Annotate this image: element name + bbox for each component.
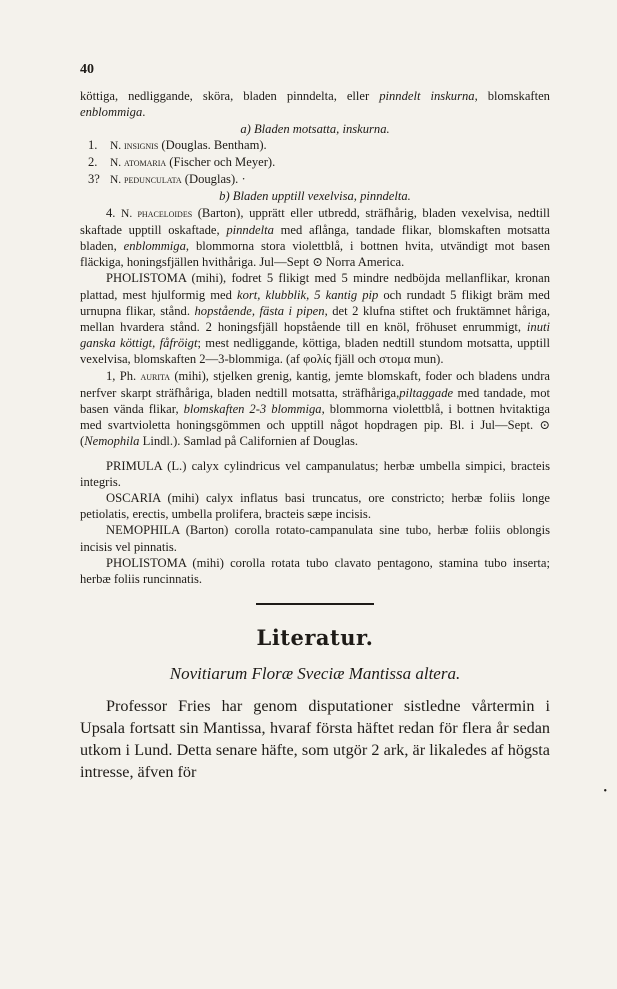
latin-diagnosis: NEMOPHILA (Barton) corolla rotato-campanulata sine tubo, herbæ foliis oblongis incisis vel pinnatis. bbox=[80, 523, 550, 554]
intro-italic: pinndelt inskurna bbox=[379, 89, 475, 104]
section-heading: Literatur. bbox=[256, 625, 374, 651]
intro-text: , blomskaften bbox=[474, 89, 550, 104]
intro-paragraph bbox=[80, 88, 550, 120]
latin-diagnosis: PRIMULA (L.) calyx cylindricus vel campanulatus; herbæ umbella simpici, bracteis integris. bbox=[80, 458, 550, 489]
species-4-paragraph: 4. N. phaceloides (Barton), upprätt eller utbredd, sträfhårig, bladen vexelvisa, nedtill skaftade upptill oskaftade, pinndelta med aflånga, tandade flikar, blomskaften motsatta bladen, enblommiga, blommorna stora violettblå, i bottnen hvita, utvändigt mot basen fläckiga, honingsfjällen hvithåriga. Jul—Sept ⊙ Norra America. bbox=[80, 205, 550, 270]
page bbox=[80, 62, 550, 783]
latin-diagnosis: OSCARIA (mihi) calyx inflatus basi truncatus, ore constricto; herbæ foliis longe petiolatis, erectis, umbella prolifera, bracteis sæpe incisis. bbox=[80, 491, 550, 522]
group-b-heading: b) Bladen upptill vexelvisa, pinndelta. bbox=[219, 189, 411, 204]
intro-text: köttiga, nedliggande, sköra, bladen pinndelta, eller bbox=[80, 89, 380, 104]
section-subtitle: Novitiarum Floræ Sveciæ Mantissa altera. bbox=[169, 664, 461, 684]
list-item: 3? N. pedunculata (Douglas). · bbox=[88, 172, 246, 187]
list-item: 2. N. atomaria (Fischer och Meyer). bbox=[88, 155, 276, 170]
latin-diagnosis: PHOLISTOMA (mihi) corolla rotata tubo clavato pentagono, stamina tubo inserta; herbæ foliis runcinnatis. bbox=[80, 555, 550, 587]
pholistoma-paragraph: PHOLISTOMA (mihi), fodret 5 flikigt med 5 mindre nedböjda mellanflikar, kronan plattad, mest hjulformig med kort, klubblik, 5 kantig pip och rundadt 5 flikigt bräm med urnupna flikar, stånd. hopstående, fästa i pipen, det 2 klufna stiftet och fruktämnet håriga, mellan hvardera stånd. 2 honingsfjäll hopstående till en knöl, fröhuset enrummigt, inuti ganska köttigt, fåfröigt; mest nedliggande, köttiga, bladen nedtill stundom motsatta, upptill vexelvisa, blomskaften 2—3-blommiga. (af φολίς fjäll och στομα mun). bbox=[80, 271, 550, 367]
list-item: 1. N. insignis (Douglas. Bentham). bbox=[88, 137, 267, 152]
group-a-heading: a) Bladen motsatta, inskurna. bbox=[240, 121, 390, 136]
intro-text: . bbox=[142, 105, 146, 120]
aurita-paragraph: 1, Ph. aurita (mihi), stjelken grenig, kantig, jemte blomskaft, foder och bladens undra nerfver skarpt sträfhåriga, bladen nedtill motsatta, sträfhåriga,piltaggade med tandade, mot basen vända flikar, blomskaften 2-3 blommiga, blommorna violettblå, i bottnen hvitaktiga med svartviolettа honingsgömmen och upptill något hopdragen pip. Bl. i Jul—Sept. ⊙ (Nemophila Lindl.). Samlad på Californien af Douglas. bbox=[80, 368, 551, 449]
page-number: 40 bbox=[80, 62, 94, 77]
intro-italic: enblommiga bbox=[80, 105, 143, 120]
body-paragraph: Professor Fries har genom disputationer sistledne vårtermin i Upsala fortsatt sin Mantissa, hvaraf första häftet redan för flera år sedan utkom i Lund. Detta senare häfte, som utgör 2 ark, är likaledes af högsta intresse, äfven för bbox=[80, 697, 550, 782]
section-divider bbox=[256, 603, 374, 605]
margin-mark: • bbox=[603, 786, 607, 797]
